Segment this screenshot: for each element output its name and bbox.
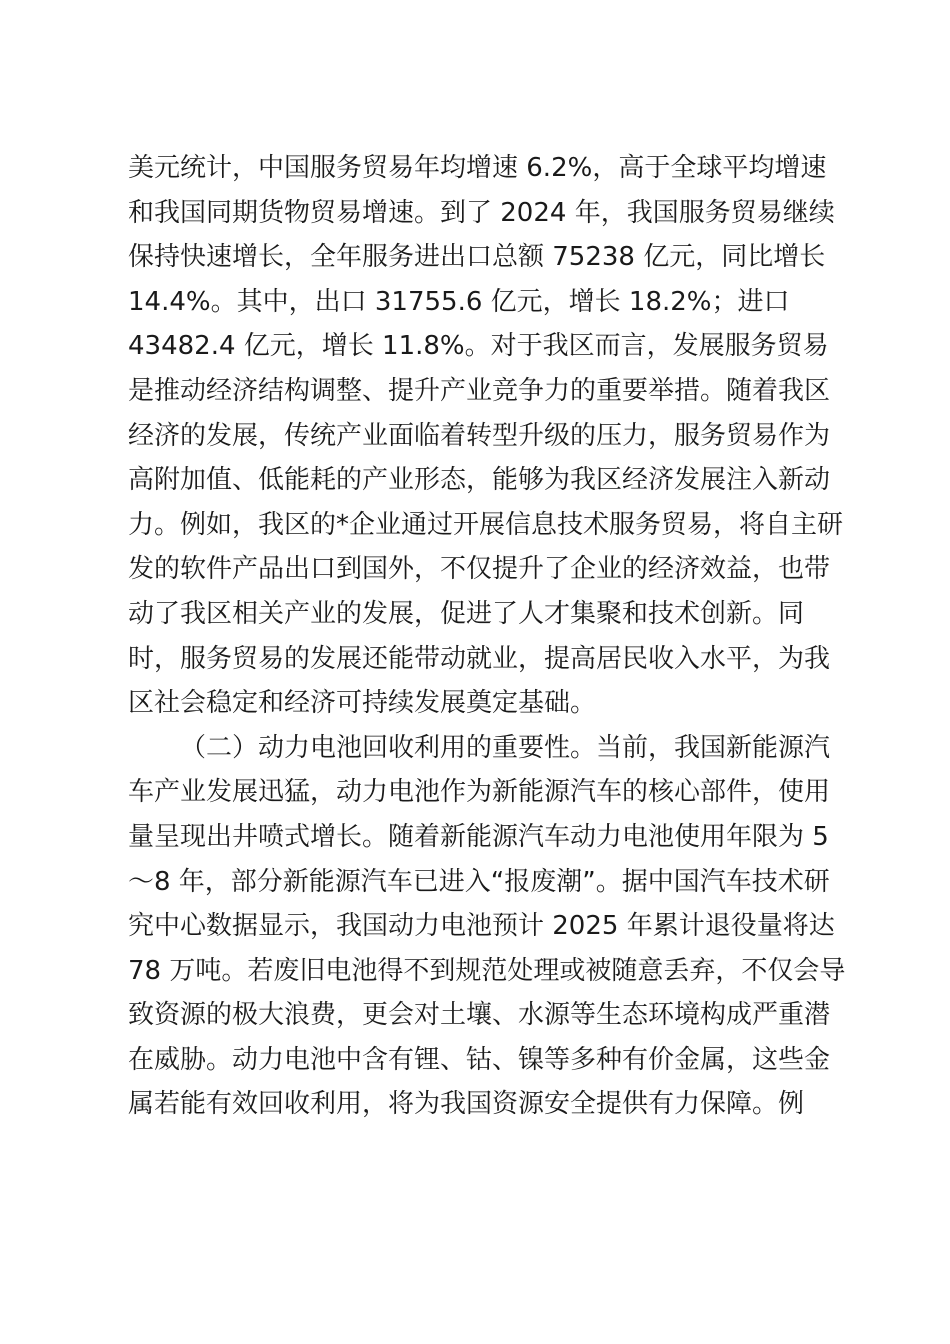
text-line: 量呈现出井喷式增长。随着新能源汽车动力电池使用年限为 5 (128, 821, 829, 852)
paragraph-service-trade (128, 146, 848, 726)
text-line: 78 万吨。若废旧电池得不到规范处理或被随意丢弃，不仅会导 (128, 955, 846, 986)
text-line: 高附加值、低能耗的产业形态，能够为我区经济发展注入新动 (128, 465, 831, 496)
text-line: 经济的发展，传统产业面临着转型升级的压力，服务贸易作为 (128, 420, 831, 451)
text-line: 43482.4 亿元，增长 11.8%。对于我区而言，发展服务贸易 (128, 331, 829, 362)
text-line: 发的软件产品出口到国外，不仅提升了企业的经济效益，也带 (128, 554, 831, 585)
text-line: 车产业发展迅猛，动力电池作为新能源汽车的核心部件，使用 (128, 777, 831, 808)
text-line: 致资源的极大浪费，更会对土壤、水源等生态环境构成严重潜 (128, 1000, 831, 1031)
text-line: 美元统计，中国服务贸易年均增速 6.2%，高于全球平均增速 (128, 153, 827, 183)
paragraph-battery-recycling (128, 726, 848, 1127)
text-line: 力。例如，我区的*企业通过开展信息技术服务贸易，将自主研 (128, 509, 844, 540)
document-body (128, 146, 848, 1127)
text-line: 究中心数据显示，我国动力电池预计 2025 年累计退役量将达 (128, 911, 835, 942)
text-line: 是推动经济结构调整、提升产业竞争力的重要举措。随着我区 (128, 375, 831, 406)
text-line: 和我国同期货物贸易增速。到了 2024 年，我国服务贸易继续 (128, 197, 835, 228)
text-line: ～8 年，部分新能源汽车已进入“报废潮”。据中国汽车技术研 (128, 866, 830, 897)
text-line: 动了我区相关产业的发展，促进了人才集聚和技术创新。同 (128, 598, 805, 629)
text-line: 区社会稳定和经济可持续发展奠定基础。 (128, 688, 597, 719)
text-line: 在威胁。动力电池中含有锂、钴、镍等多种有价金属，这些金 (128, 1044, 831, 1075)
text-line: 保持快速增长，全年服务进出口总额 75238 亿元，同比增长 (128, 242, 826, 273)
text-line: 14.4%。其中，出口 31755.6 亿元，增长 18.2%；进口 (128, 286, 790, 317)
text-line: （二）动力电池回收利用的重要性。当前，我国新能源汽 (180, 732, 831, 763)
text-line: 时，服务贸易的发展还能带动就业，提高居民收入水平，为我 (128, 643, 831, 674)
text-line: 属若能有效回收利用，将为我国资源安全提供有力保障。例 (128, 1089, 805, 1120)
